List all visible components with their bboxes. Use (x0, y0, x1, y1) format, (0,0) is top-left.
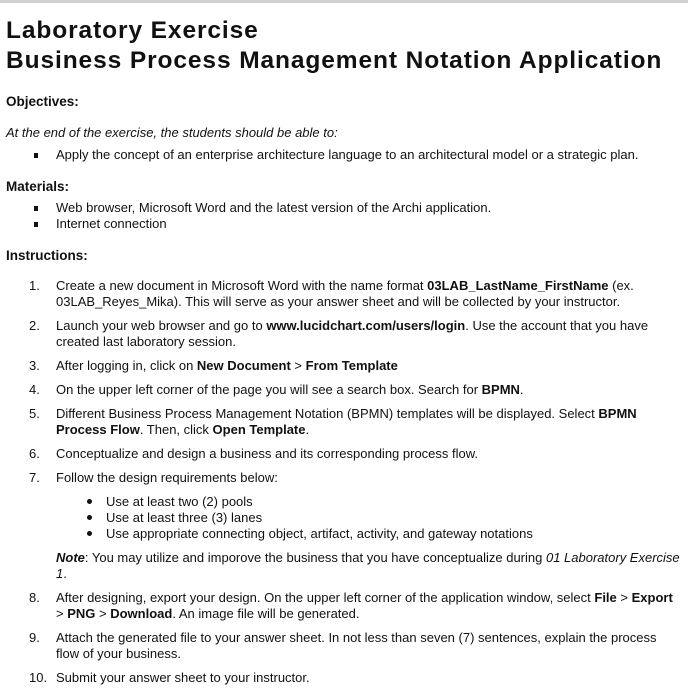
instructions-list (0, 278, 688, 694)
list-item: Web browser, Microsoft Word and the latest version of the Archi application. (0, 200, 491, 216)
instruction-step: 5. Different Business Process Management Notation (BPMN) templates will be displayed. Select BPMN Process Flow. Then, click Open Template. (29, 406, 637, 437)
step-number: 10. (29, 670, 48, 685)
instruction-step: 8. After designing, export your design. On the upper left corner of the application window, select File > Export > PNG > Download. An image file will be generated. (29, 590, 673, 621)
document-subtitle: Business Process Management Notation Application (6, 47, 663, 74)
list-item: Use at least three (3) lanes (56, 510, 682, 526)
instruction-step: 10. Submit your answer sheet to your instructor. (29, 670, 310, 685)
list-item: Apply the concept of an enterprise architecture language to an architectural model or a strategic plan. (0, 147, 638, 163)
step-number: 1. (29, 278, 40, 293)
instructions-heading: Instructions: (6, 248, 88, 263)
document-title: Laboratory Exercise (6, 17, 259, 44)
list-item: Use appropriate connecting object, artifact, activity, and gateway notations (56, 526, 682, 542)
step-number: 9. (29, 630, 40, 645)
objectives-heading: Objectives: (6, 94, 79, 109)
instruction-step: 4. On the upper left corner of the page you will see a search box. Search for BPMN. (29, 382, 524, 397)
objectives-list (0, 147, 638, 163)
step-number: 8. (29, 590, 40, 605)
step-number: 5. (29, 406, 40, 421)
note-text: Note: You may utilize and imporove the business that you have conceptualize during 01 Laboratory Exercise 1. (56, 550, 680, 581)
step-number: 6. (29, 446, 40, 461)
list-item: Internet connection (0, 216, 491, 232)
filename-format: 03LAB_LastName_FirstName (427, 278, 609, 293)
instruction-step: 3. After logging in, click on New Document > From Template (29, 358, 398, 373)
objectives-intro: At the end of the exercise, the students should be able to: (6, 125, 338, 140)
login-url: www.lucidchart.com/users/login (266, 318, 466, 333)
step-number: 2. (29, 318, 40, 333)
step-number: 3. (29, 358, 40, 373)
materials-heading: Materials: (6, 179, 70, 194)
step-number: 7. (29, 470, 40, 485)
instruction-step: 9. Attach the generated file to your answer sheet. In not less than seven (7) sentences, explain the process flow of your business. (29, 630, 657, 661)
list-item: Use at least two (2) pools (56, 494, 682, 510)
instruction-step: 1. Create a new document in Microsoft Word with the name format 03LAB_LastName_FirstName (ex. 03LAB_Reyes_Mika). This will serve as your answer sheet and will be collected by your instructor. (29, 278, 634, 309)
design-requirements-list (56, 494, 682, 542)
instruction-step: 7. Follow the design requirements below: Use at least two (2) pools Use at least three (3) lanes Use appropriate connecting object, artifact, activity, and gateway notations Note: You may utilize and imporove the business that you have conceptualize during 01 Laboratory Exercise 1. (0, 470, 688, 582)
instruction-step: 6. Conceptualize and design a business and its corresponding process flow. (29, 446, 479, 461)
instruction-step: 2. Launch your web browser and go to www.lucidchart.com/users/login. Use the account that you have created last laboratory session. (29, 318, 649, 349)
step-number: 4. (29, 382, 40, 397)
top-divider (0, 0, 688, 3)
materials-list (0, 200, 491, 232)
